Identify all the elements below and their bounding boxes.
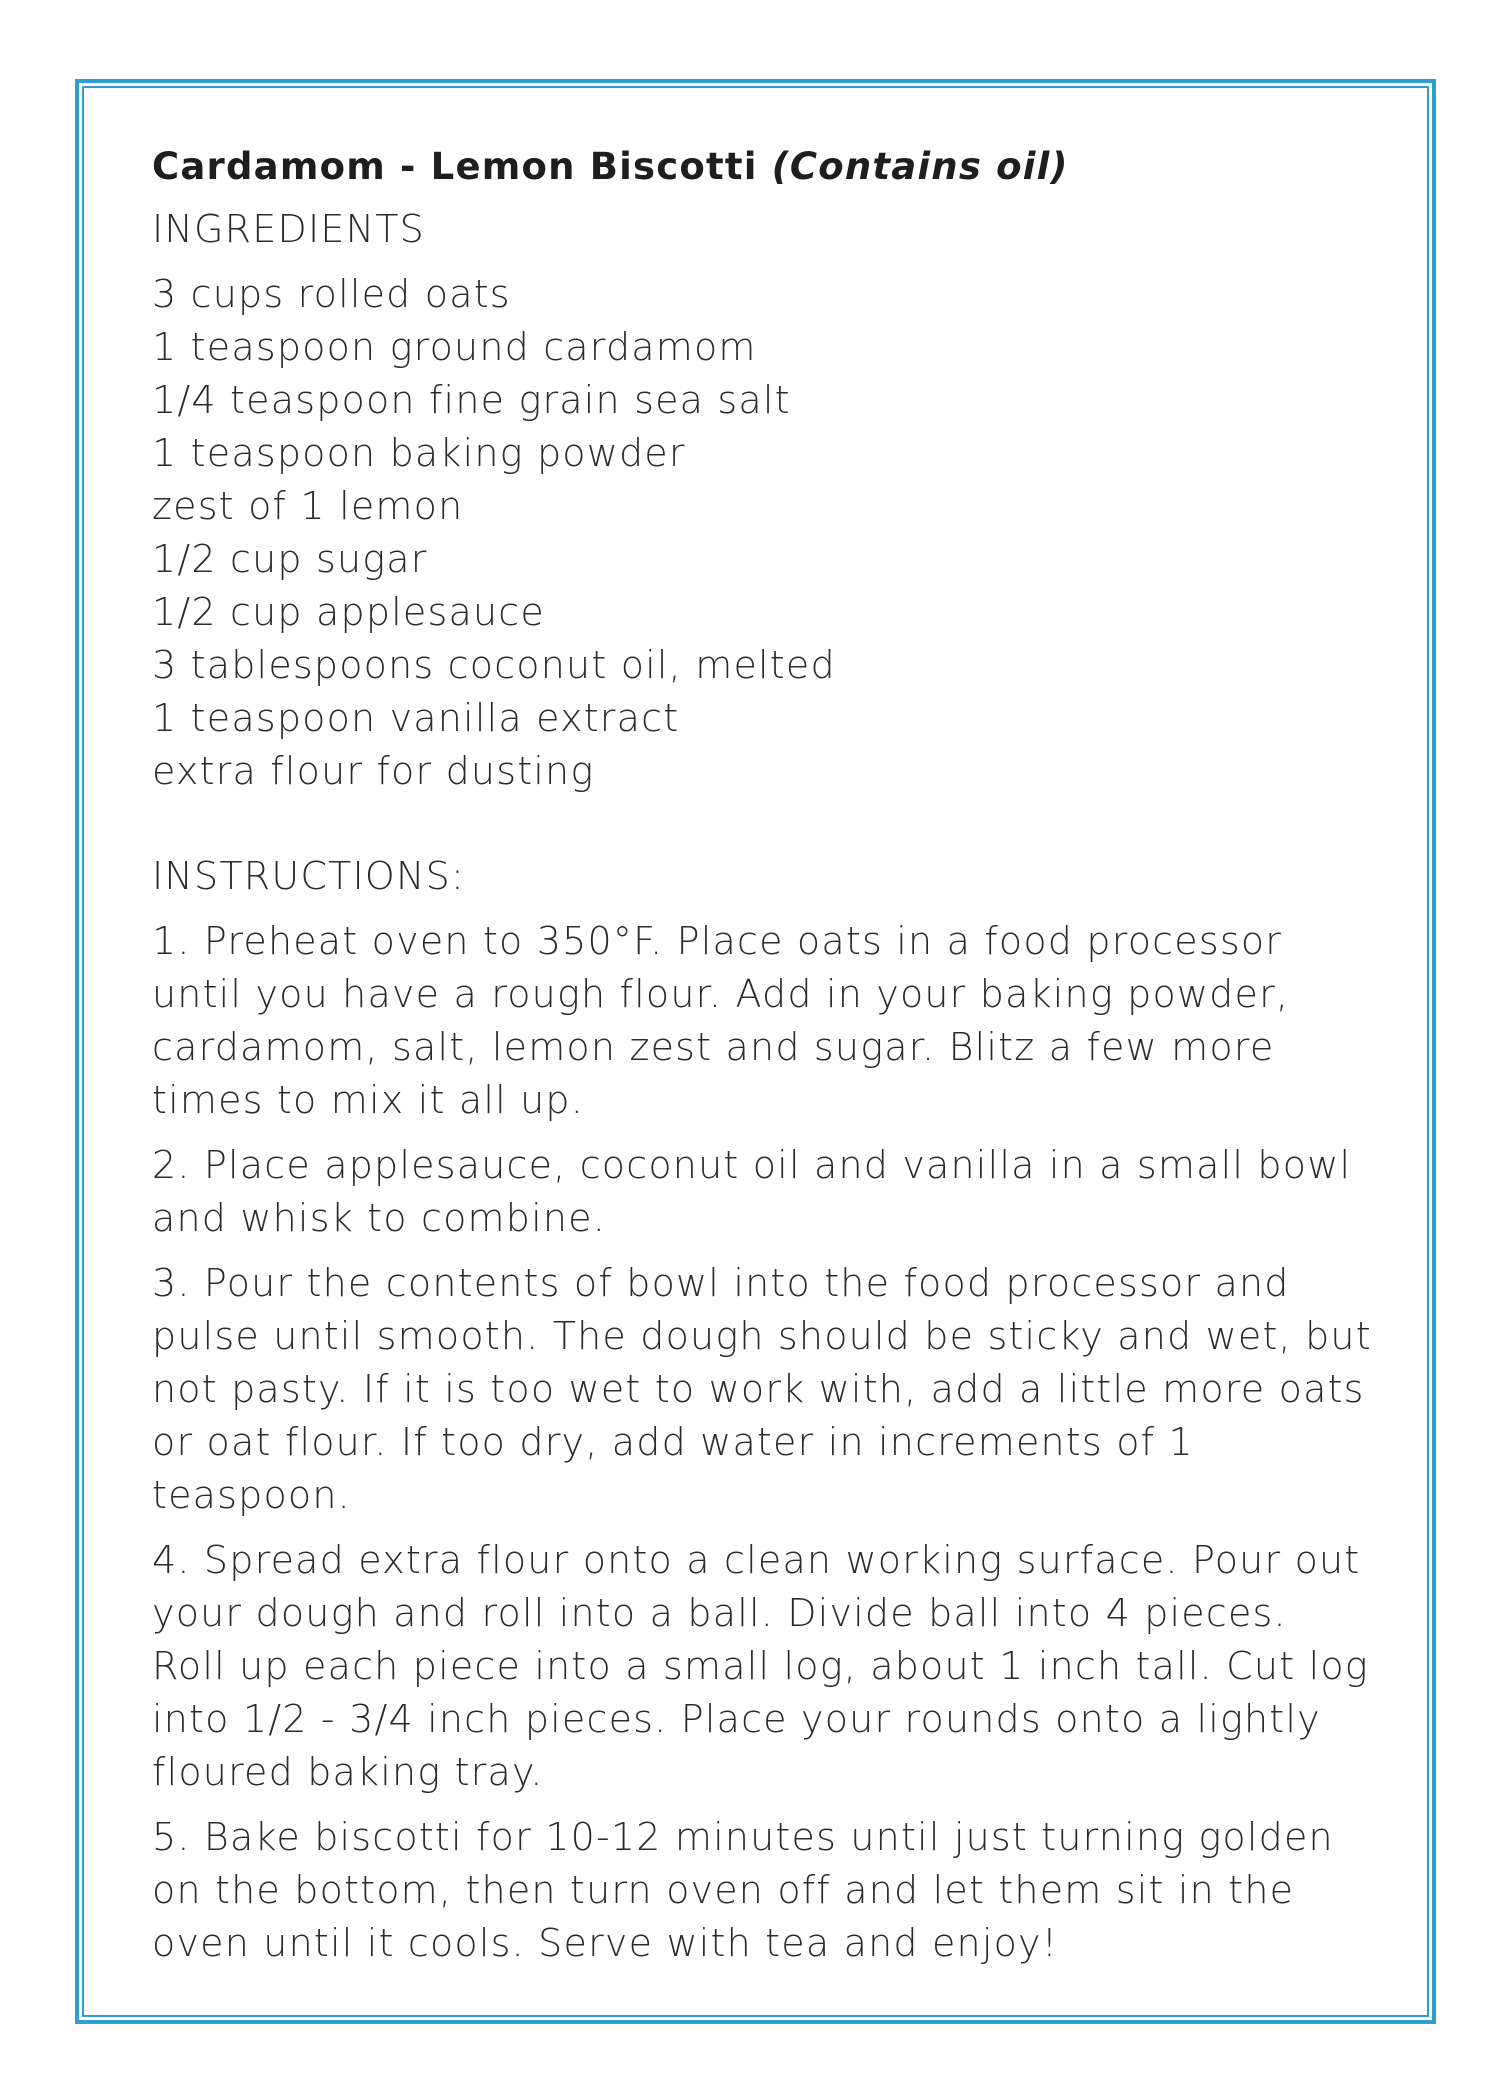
instructions-list [152, 915, 1372, 1970]
ingredient-item: 1 teaspoon ground cardamom [152, 325, 757, 369]
ingredient-item: zest of 1 lemon [152, 484, 464, 528]
instruction-step: 2. Place applesauce, coconut oil and vanilla in a small bowl and whisk to combine. [152, 1143, 1352, 1240]
ingredient-item: 1/2 cup sugar [152, 537, 428, 581]
ingredient-item: 3 cups rolled oats [152, 272, 511, 316]
ingredient-item: 1 teaspoon vanilla extract [152, 696, 680, 740]
ingredient-item: 1/2 cup applesauce [152, 590, 545, 634]
recipe-card [152, 140, 1372, 1982]
instruction-step: 3. Pour the contents of bowl into the food processor and pulse until smooth. The dough should be sticky and wet, but not pasty. If it is too wet to work with, add a little more oats or oat flour. If too dry, add water in increments of 1 teaspoon. [152, 1261, 1372, 1517]
instruction-step: 5. Bake biscotti for 10-12 minutes until just turning golden on the bottom, then turn oven off and let them sit in the oven until it cools. Serve with tea and enjoy! [152, 1815, 1334, 1965]
instruction-step: 4. Spread extra flour onto a clean working surface. Pour out your dough and roll into a ball. Divide ball into 4 pieces. Roll up each piece into a small log, about 1 inch tall. Cut log into 1/2 - 3/4 inch pieces. Place your rounds onto a lightly floured baking tray. [152, 1538, 1369, 1794]
ingredients-heading: INGREDIENTS [152, 207, 425, 251]
instructions-heading: INSTRUCTIONS: [152, 854, 465, 898]
recipe-title-text: Cardamom - Lemon Biscotti [152, 145, 758, 188]
recipe-title [152, 140, 1372, 193]
ingredient-item: 1 teaspoon baking powder [152, 431, 686, 475]
ingredients-list [152, 268, 1372, 798]
instruction-step: 1. Preheat oven to 350°F. Place oats in a food processor until you have a rough flour. Add in your baking powder, cardamom, salt, lemon zest and sugar. Blitz a few more times to mix it all up. [152, 919, 1290, 1122]
ingredient-item: 1/4 teaspoon fine grain sea salt [152, 378, 791, 422]
ingredient-item: 3 tablespoons coconut oil, melted [152, 643, 836, 687]
recipe-title-note: (Contains oil) [771, 145, 1069, 188]
ingredient-item: extra flour for dusting [152, 749, 595, 793]
